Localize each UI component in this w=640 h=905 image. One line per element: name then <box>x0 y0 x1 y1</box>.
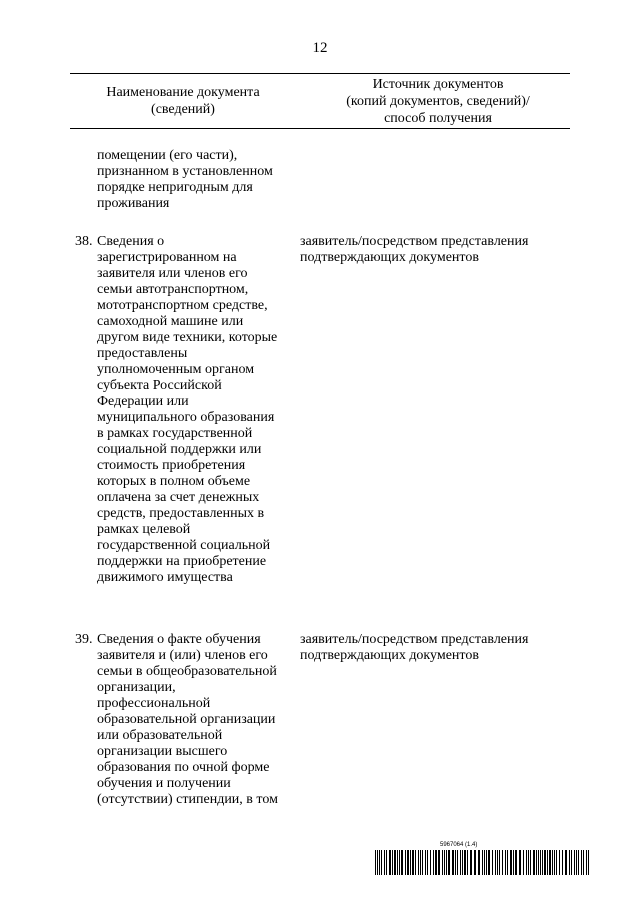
row-text-line: другом виде техники, которые <box>97 330 278 345</box>
row-text-line: помещении (его части), <box>97 148 238 163</box>
column-header-document-name <box>70 74 296 128</box>
row-text-line: предоставлены <box>97 346 188 361</box>
table-row-38-source <box>300 234 570 266</box>
row-text-line: образовательной организации <box>97 712 276 727</box>
table-row-continuation-name <box>75 148 305 212</box>
row-text-line: средств, предоставленных в <box>97 506 265 521</box>
row-text-line: порядке непригодным для <box>97 180 253 195</box>
row-text-line: организации высшего <box>97 744 228 759</box>
table-row-39-source <box>300 632 570 664</box>
row-text-line: заявитель/посредством представления <box>300 632 529 647</box>
row-text-line: субъекта Российской <box>97 378 222 393</box>
row-text-line: государственной социальной <box>97 538 271 553</box>
row-text-line: которых в полном объеме <box>97 474 251 489</box>
row-text-line: рамках целевой <box>97 522 191 537</box>
row-text-line: или образовательной <box>97 728 223 743</box>
row-text-line: Сведения о <box>97 234 165 249</box>
row-text-line: зарегистрированном на <box>97 250 237 265</box>
row-number: 38. <box>75 234 93 249</box>
table-row-39-name <box>75 632 305 808</box>
row-text-line: заявителя или членов его <box>97 266 248 281</box>
row-text-line: организации, <box>97 680 176 695</box>
row-text-line: оплачена за счет денежных <box>97 490 260 505</box>
header-bottom-rule <box>70 128 570 129</box>
row-text-line: семьи в общеобразовательной <box>97 664 277 679</box>
row-text-line: мототранспортном средстве, <box>97 298 268 313</box>
row-number: 39. <box>75 632 93 647</box>
column-header-line: (копий документов, сведений)/ <box>346 93 530 109</box>
row-text-line: проживания <box>97 196 170 211</box>
row-text-line: обучения и получении <box>97 776 231 791</box>
column-header-line: (сведений) <box>151 102 215 117</box>
row-text-line: Федерации или <box>97 394 189 409</box>
row-text-line: образования по очной форме <box>97 760 270 775</box>
table-row-38-name <box>75 234 305 586</box>
barcode-icon <box>375 850 591 875</box>
row-text-line: движимого имущества <box>97 570 233 585</box>
row-text-line: в рамках государственной <box>97 426 253 441</box>
row-text-line: семьи автотранспортном, <box>97 282 249 297</box>
row-text-line: стоимость приобретения <box>97 458 246 473</box>
row-text-line: муниципального образования <box>97 410 275 425</box>
column-header-document-source <box>306 74 570 128</box>
column-header-line: Наименование документа <box>106 85 260 100</box>
row-text-line: социальной поддержки или <box>97 442 262 457</box>
row-text-line: заявитель/посредством представления <box>300 234 529 249</box>
column-header-line: Источник документов <box>372 76 504 92</box>
column-header-line: способ получения <box>384 110 492 126</box>
row-text-line: заявителя и (или) членов его <box>97 648 268 663</box>
row-text-line: поддержки на приобретение <box>97 554 267 569</box>
page-number: 12 <box>312 40 328 56</box>
row-text-line: Сведения о факте обучения <box>97 632 261 647</box>
row-text-line: уполномоченным органом <box>97 362 255 377</box>
document-code: 5967064 (1.4) <box>440 842 478 848</box>
row-text-line: профессиональной <box>97 696 211 711</box>
row-text-line: подтверждающих документов <box>300 648 479 663</box>
row-text-line: признанном в установленном <box>97 164 273 179</box>
row-text-line: самоходной машине или <box>97 314 244 329</box>
row-text-line: подтверждающих документов <box>300 250 479 265</box>
row-text-line: (отсутствии) стипендии, в том <box>97 792 278 807</box>
table-header <box>70 73 570 129</box>
